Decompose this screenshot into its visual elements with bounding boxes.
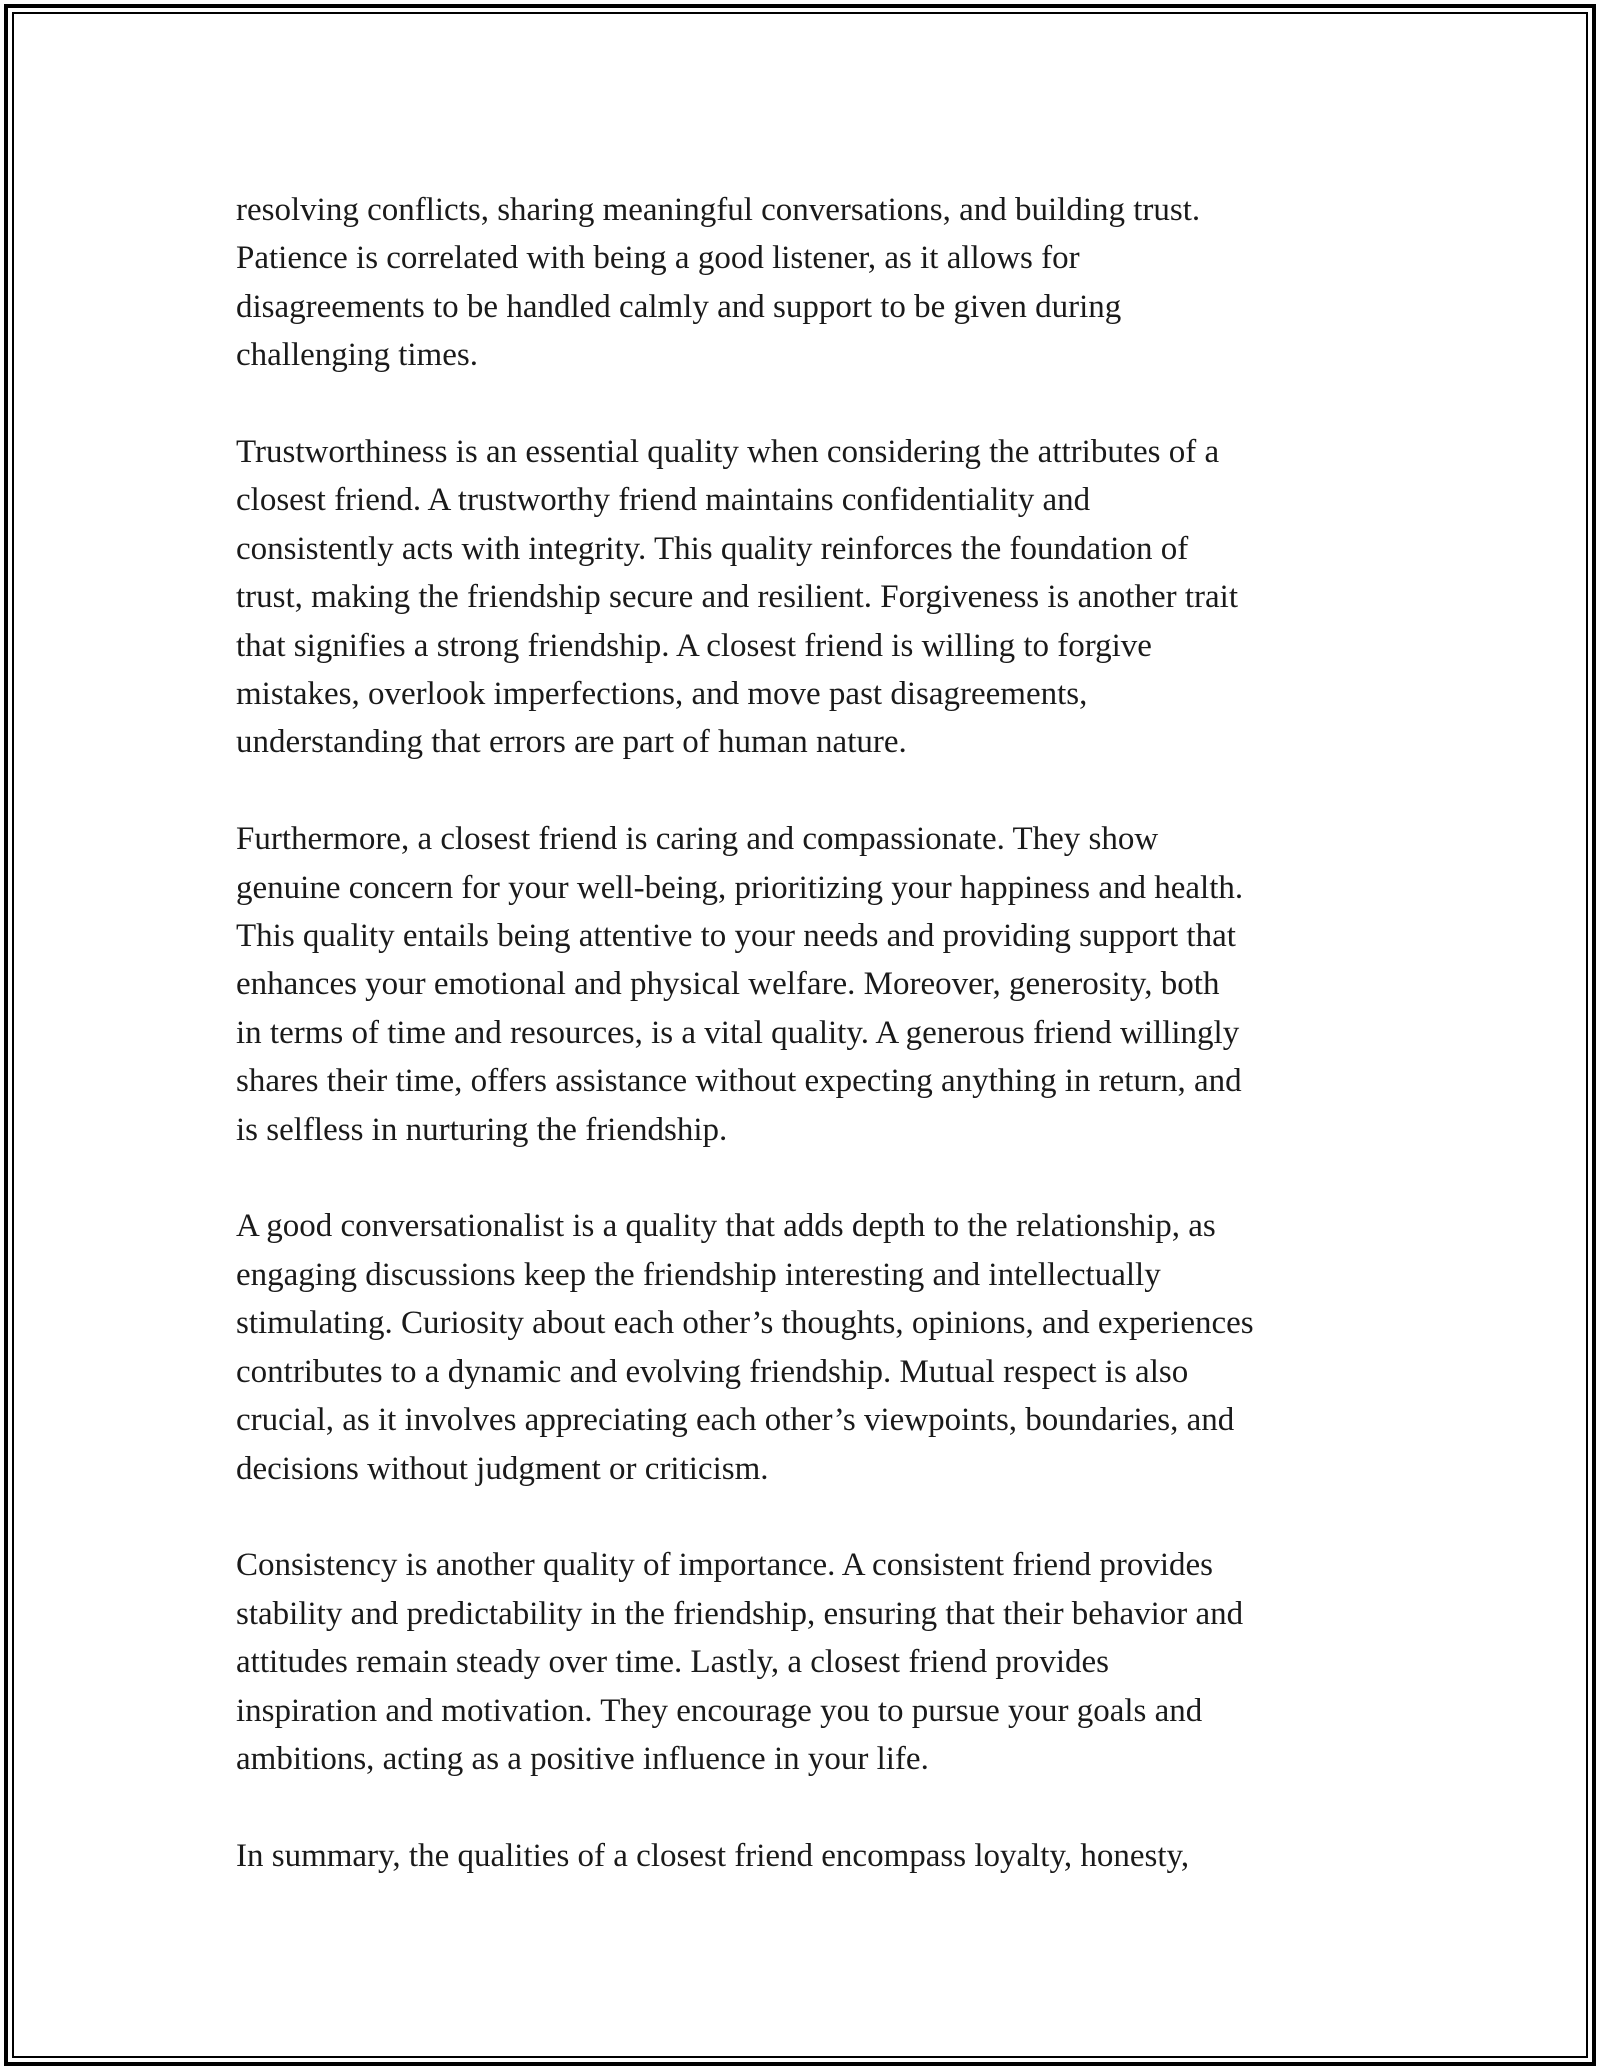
text-line: contributes to a dynamic and evolving friendship. Mutual respect is also	[236, 1353, 1189, 1390]
text-line: challenging times.	[236, 337, 478, 374]
text-line: shares their time, offers assistance without expecting anything in return, and	[236, 1063, 1242, 1100]
text-line: is selfless in nurturing the friendship.	[236, 1111, 728, 1148]
paragraph-1	[236, 186, 1386, 380]
text-line: stability and predictability in the friendship, ensuring that their behavior and	[236, 1595, 1244, 1632]
text-line: understanding that errors are part of human nature.	[236, 724, 907, 761]
text-line: trust, making the friendship secure and resilient. Forgiveness is another trait	[236, 579, 1238, 616]
text-line: in terms of time and resources, is a vital quality. A generous friend willingly	[236, 1014, 1240, 1051]
document-body	[236, 186, 1386, 1929]
text-line: Patience is correlated with being a good listener, as it allows for	[236, 240, 1080, 277]
text-line: resolving conflicts, sharing meaningful conversations, and building trust.	[236, 192, 1201, 228]
paragraph-5	[236, 1541, 1386, 1783]
text-line: crucial, as it involves appreciating each other’s viewpoints, boundaries, and	[236, 1402, 1235, 1439]
text-line: ambitions, acting as a positive influence in your life.	[236, 1740, 929, 1777]
text-line: Trustworthiness is an essential quality when considering the attributes of a	[236, 434, 1220, 471]
text-line: In summary, the qualities of a closest friend encompass loyalty, honesty,	[236, 1837, 1190, 1874]
paragraph-3	[236, 815, 1386, 1154]
paragraph-4	[236, 1202, 1386, 1492]
text-line: closest friend. A trustworthy friend maintains confidentiality and	[236, 482, 1091, 519]
text-line: mistakes, overlook imperfections, and move past disagreements,	[236, 676, 1088, 713]
text-line: This quality entails being attentive to your needs and providing support that	[236, 918, 1236, 955]
paragraph-2	[236, 428, 1386, 767]
text-line: inspiration and motivation. They encourage you to pursue your goals and	[236, 1692, 1203, 1729]
text-line: attitudes remain steady over time. Lastly, a closest friend provides	[236, 1644, 1110, 1681]
text-line: enhances your emotional and physical welfare. Moreover, generosity, both	[236, 966, 1220, 1003]
text-line: disagreements to be handled calmly and support to be given during	[236, 288, 1122, 325]
text-line: that signifies a strong friendship. A closest friend is willing to forgive	[236, 627, 1152, 664]
text-line: A good conversationalist is a quality that adds depth to the relationship, as	[236, 1208, 1216, 1245]
paragraph-6	[236, 1832, 1386, 1880]
text-line: consistently acts with integrity. This quality reinforces the foundation of	[236, 530, 1189, 567]
text-line: Furthermore, a closest friend is caring and compassionate. They show	[236, 821, 1159, 858]
text-line: engaging discussions keep the friendship interesting and intellectually	[236, 1256, 1161, 1293]
text-line: decisions without judgment or criticism.	[236, 1450, 769, 1487]
text-line: Consistency is another quality of importance. A consistent friend provides	[236, 1547, 1213, 1584]
text-line: genuine concern for your well-being, prioritizing your happiness and health.	[236, 869, 1244, 906]
text-line: stimulating. Curiosity about each other’s thoughts, opinions, and experiences	[236, 1305, 1254, 1342]
